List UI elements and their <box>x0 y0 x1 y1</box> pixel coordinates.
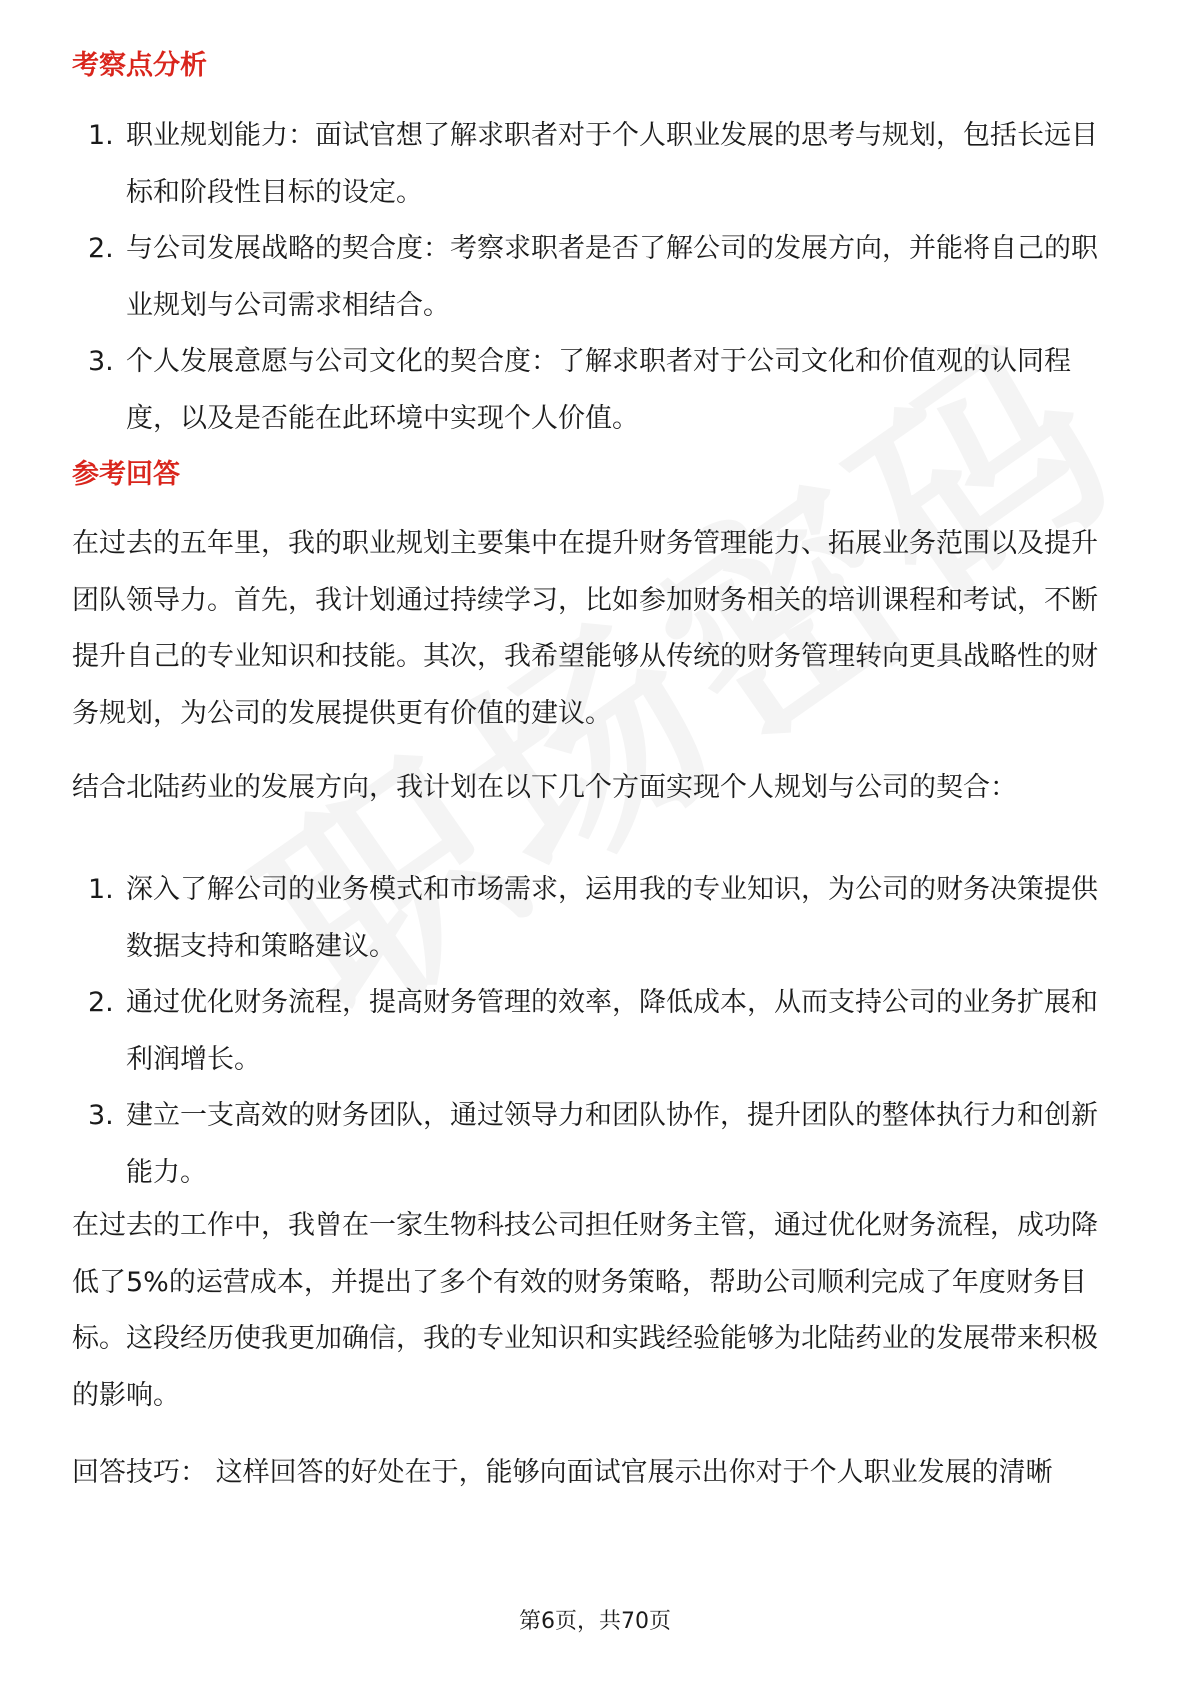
section-title-analysis: 考察点分析 <box>72 50 207 81</box>
list-item <box>72 221 1122 334</box>
list-item <box>72 862 1122 975</box>
analysis-list <box>72 108 1122 447</box>
answer-tips-paragraph: 回答技巧： 这样回答的好处在于，能够向面试官展示出你对于个人职业发展的清晰 <box>72 1457 1053 1488</box>
reference-paragraph-2: 结合北陆药业的发展方向，我计划在以下几个方面实现个人规划与公司的契合： <box>72 772 1017 803</box>
reference-list <box>72 862 1122 1201</box>
section-title-reference: 参考回答 <box>72 459 180 490</box>
list-number: 1. <box>88 120 114 151</box>
list-text: 职业规划能力：面试官想了解求职者对于个人职业发展的思考与规划，包括长远目标和阶段性目标的设定。 <box>126 120 1098 208</box>
list-item <box>72 108 1122 221</box>
list-number: 3. <box>88 346 114 377</box>
reference-paragraph-1: 在过去的五年里，我的职业规划主要集中在提升财务管理能力、拓展业务范围以及提升团队领导力。首先，我计划通过持续学习，比如参加财务相关的培训课程和考试，不断提升自己的专业知识和技能。其次，我希望能够从传统的财务管理转向更具战略性的财务规划，为公司的发展提供更有价值的建议。 <box>72 528 1098 729</box>
list-text: 深入了解公司的业务模式和市场需求，运用我的专业知识，为公司的财务决策提供数据支持和策略建议。 <box>126 874 1098 962</box>
list-item <box>72 334 1122 447</box>
list-number: 1. <box>88 874 114 905</box>
list-text: 建立一支高效的财务团队，通过领导力和团队协作，提升团队的整体执行力和创新能力。 <box>126 1100 1098 1188</box>
list-number: 2. <box>88 987 114 1018</box>
list-item <box>72 1088 1122 1201</box>
list-text: 通过优化财务流程，提高财务管理的效率，降低成本，从而支持公司的业务扩展和利润增长。 <box>126 987 1098 1075</box>
list-text: 个人发展意愿与公司文化的契合度：了解求职者对于公司文化和价值观的认同程度，以及是否能在此环境中实现个人价值。 <box>126 346 1071 434</box>
reference-paragraph-3: 在过去的工作中，我曾在一家生物科技公司担任财务主管，通过优化财务流程，成功降低了5%的运营成本，并提出了多个有效的财务策略，帮助公司顺利完成了年度财务目标。这段经历使我更加确信，我的专业知识和实践经验能够为北陆药业的发展带来积极的影响。 <box>72 1210 1098 1411</box>
page-number-footer: 第6页，共70页 <box>519 1609 671 1634</box>
list-text: 与公司发展战略的契合度：考察求职者是否了解公司的发展方向，并能将自己的职业规划与公司需求相结合。 <box>126 233 1098 321</box>
list-item <box>72 975 1122 1088</box>
list-number: 3. <box>88 1100 114 1131</box>
list-number: 2. <box>88 233 114 264</box>
